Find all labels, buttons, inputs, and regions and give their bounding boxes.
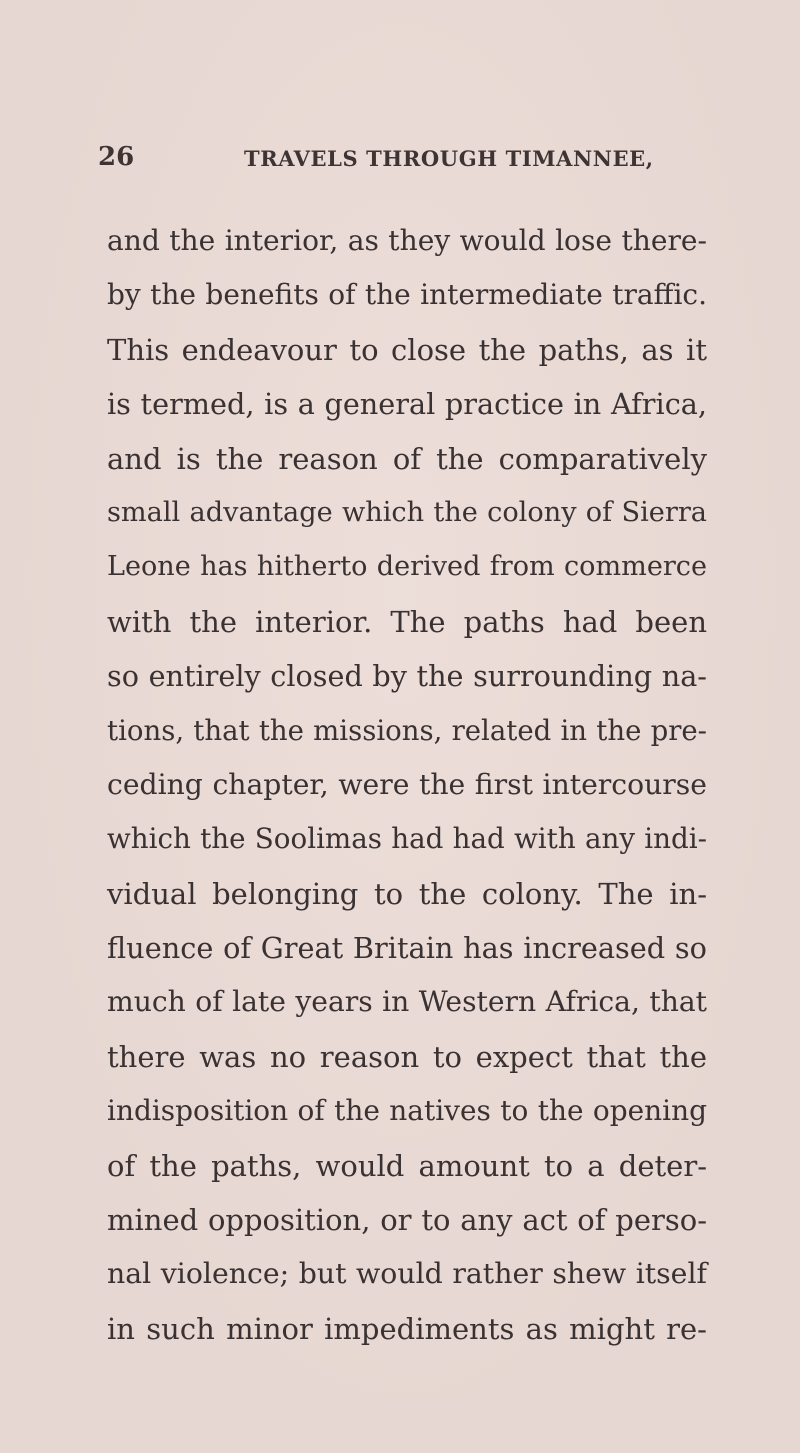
text-line: and the interior, as they would lose there- [107,224,707,257]
text-line: with the interior. The paths had been [107,604,707,639]
text-line: small advantage which the colony of Sierra [107,496,707,528]
text-line: by the benefits of the intermediate traffic. [107,278,707,312]
text-line: there was no reason to expect that the [107,1039,707,1074]
text-line: fluence of Great Britain has increased so [107,931,707,966]
text-line: tions, that the missions, related in the pre- [107,714,707,747]
text-line: Leone has hitherto derived from commerce [107,551,707,583]
body-text [107,214,707,1356]
text-line: and is the reason of the comparatively [107,441,707,476]
text-line: mined opposition, or to any act of perso- [107,1203,707,1238]
running-head [0,142,800,182]
page-number: 26 [98,142,135,172]
text-line: of the paths, would amount to a deter- [107,1148,707,1183]
running-title: TRAVELS THROUGH TIMANNEE, [244,146,654,171]
text-line: so entirely closed by the surrounding na- [107,659,707,694]
text-line: ceding chapter, were the first intercourse [107,767,707,801]
text-line: much of late years in Western Africa, that [107,985,707,1019]
text-line: indisposition of the natives to the opening [107,1094,707,1128]
text-line: which the Soolimas had had with any indi- [107,822,707,856]
text-line: nal violence; but would rather shew itself [107,1257,707,1291]
text-line: This endeavour to close the paths, as it [107,332,707,367]
text-line: is termed, is a general practice in Africa, [107,387,707,422]
text-line: vidual belonging to the colony. The in- [107,876,707,911]
text-line: in such minor impediments as might re- [107,1311,707,1346]
